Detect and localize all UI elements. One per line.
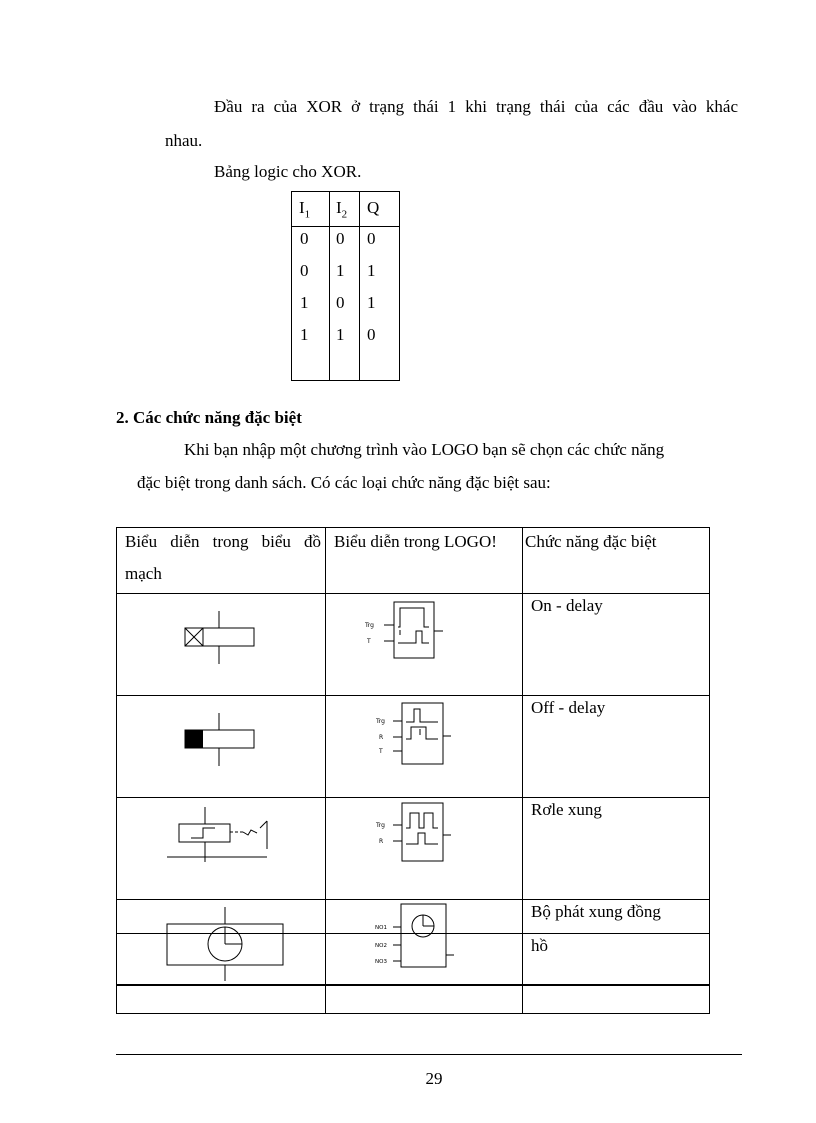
xor-cell: 0 xyxy=(367,229,376,248)
xor-cell: 0 xyxy=(300,229,309,248)
pulse-relay-symbol xyxy=(117,797,325,899)
logo-input-label: T xyxy=(367,638,371,645)
function-name-pulse-relay: Rơle xung xyxy=(531,800,602,819)
pulse-relay-logo-block xyxy=(325,797,522,899)
xor-header-q: Q xyxy=(367,198,380,217)
logo-input-label: NO1 xyxy=(375,925,387,931)
footer-rule xyxy=(116,1054,742,1055)
xor-cell: 0 xyxy=(336,293,345,312)
xor-truth-table xyxy=(291,191,400,381)
logo-input-label: Trg xyxy=(376,718,385,725)
clock-generator-logo-block xyxy=(325,899,522,1014)
on-delay-coil-symbol xyxy=(117,593,325,695)
function-name-on-delay: On - delay xyxy=(531,596,603,615)
table-caption: Bảng logic cho XOR. xyxy=(214,162,362,181)
logo-input-label: NO2 xyxy=(375,943,387,949)
logo-input-label: T xyxy=(379,748,383,755)
xor-cell: 0 xyxy=(367,325,376,344)
header-function: Chức năng đặc biệt xyxy=(525,532,657,551)
section-heading: 2. Các chức năng đặc biệt xyxy=(116,408,302,427)
intro-line-2: nhau. xyxy=(165,131,203,150)
header-circuit-line-1: Biểu diễn trong biểu đồ xyxy=(125,532,321,551)
function-name-off-delay: Off - delay xyxy=(531,698,606,717)
logo-input-label: R xyxy=(379,838,384,845)
on-delay-logo-block xyxy=(325,593,522,695)
xor-header-i1: $I_1$ xyxy=(299,198,311,221)
logo-input-label: Trg xyxy=(376,822,385,829)
off-delay-logo-block xyxy=(325,695,522,797)
page-number: 29 xyxy=(425,1069,443,1088)
xor-cell: 0 xyxy=(336,229,345,248)
xor-cell: 0 xyxy=(300,261,309,280)
xor-cell: 1 xyxy=(367,293,376,312)
clock-generator-symbol xyxy=(117,899,325,1014)
function-name-clock-line-1: Bộ phát xung đồng xyxy=(531,902,661,921)
function-name-clock-line-2: hồ xyxy=(531,936,548,955)
header-circuit-line-2: mạch xyxy=(125,564,162,583)
xor-cell: 1 xyxy=(300,293,309,312)
xor-cell: 1 xyxy=(367,261,376,280)
logo-input-label: NO3 xyxy=(375,959,387,965)
special-functions-table xyxy=(116,527,710,1014)
xor-cell: 1 xyxy=(300,325,309,344)
xor-cell: 1 xyxy=(336,261,345,280)
xor-cell: 1 xyxy=(336,325,345,344)
off-delay-coil-symbol xyxy=(117,695,325,797)
logo-input-label: R xyxy=(379,734,384,741)
section-para-line-1: Khi bạn nhập một chương trình vào LOGO bạn sẽ chọn các chức năng xyxy=(184,440,665,459)
intro-line-1: Đầu ra của XOR ở trạng thái 1 khi trạng thái của các đầu vào khác xyxy=(214,97,738,116)
header-logo: Biểu diễn trong LOGO! xyxy=(334,532,497,551)
logo-input-label: Trg xyxy=(365,622,374,629)
xor-header-i2: $I_2$ xyxy=(336,198,348,221)
section-para-line-2: đặc biệt trong danh sách. Có các loại chức năng đặc biệt sau: xyxy=(137,473,551,492)
